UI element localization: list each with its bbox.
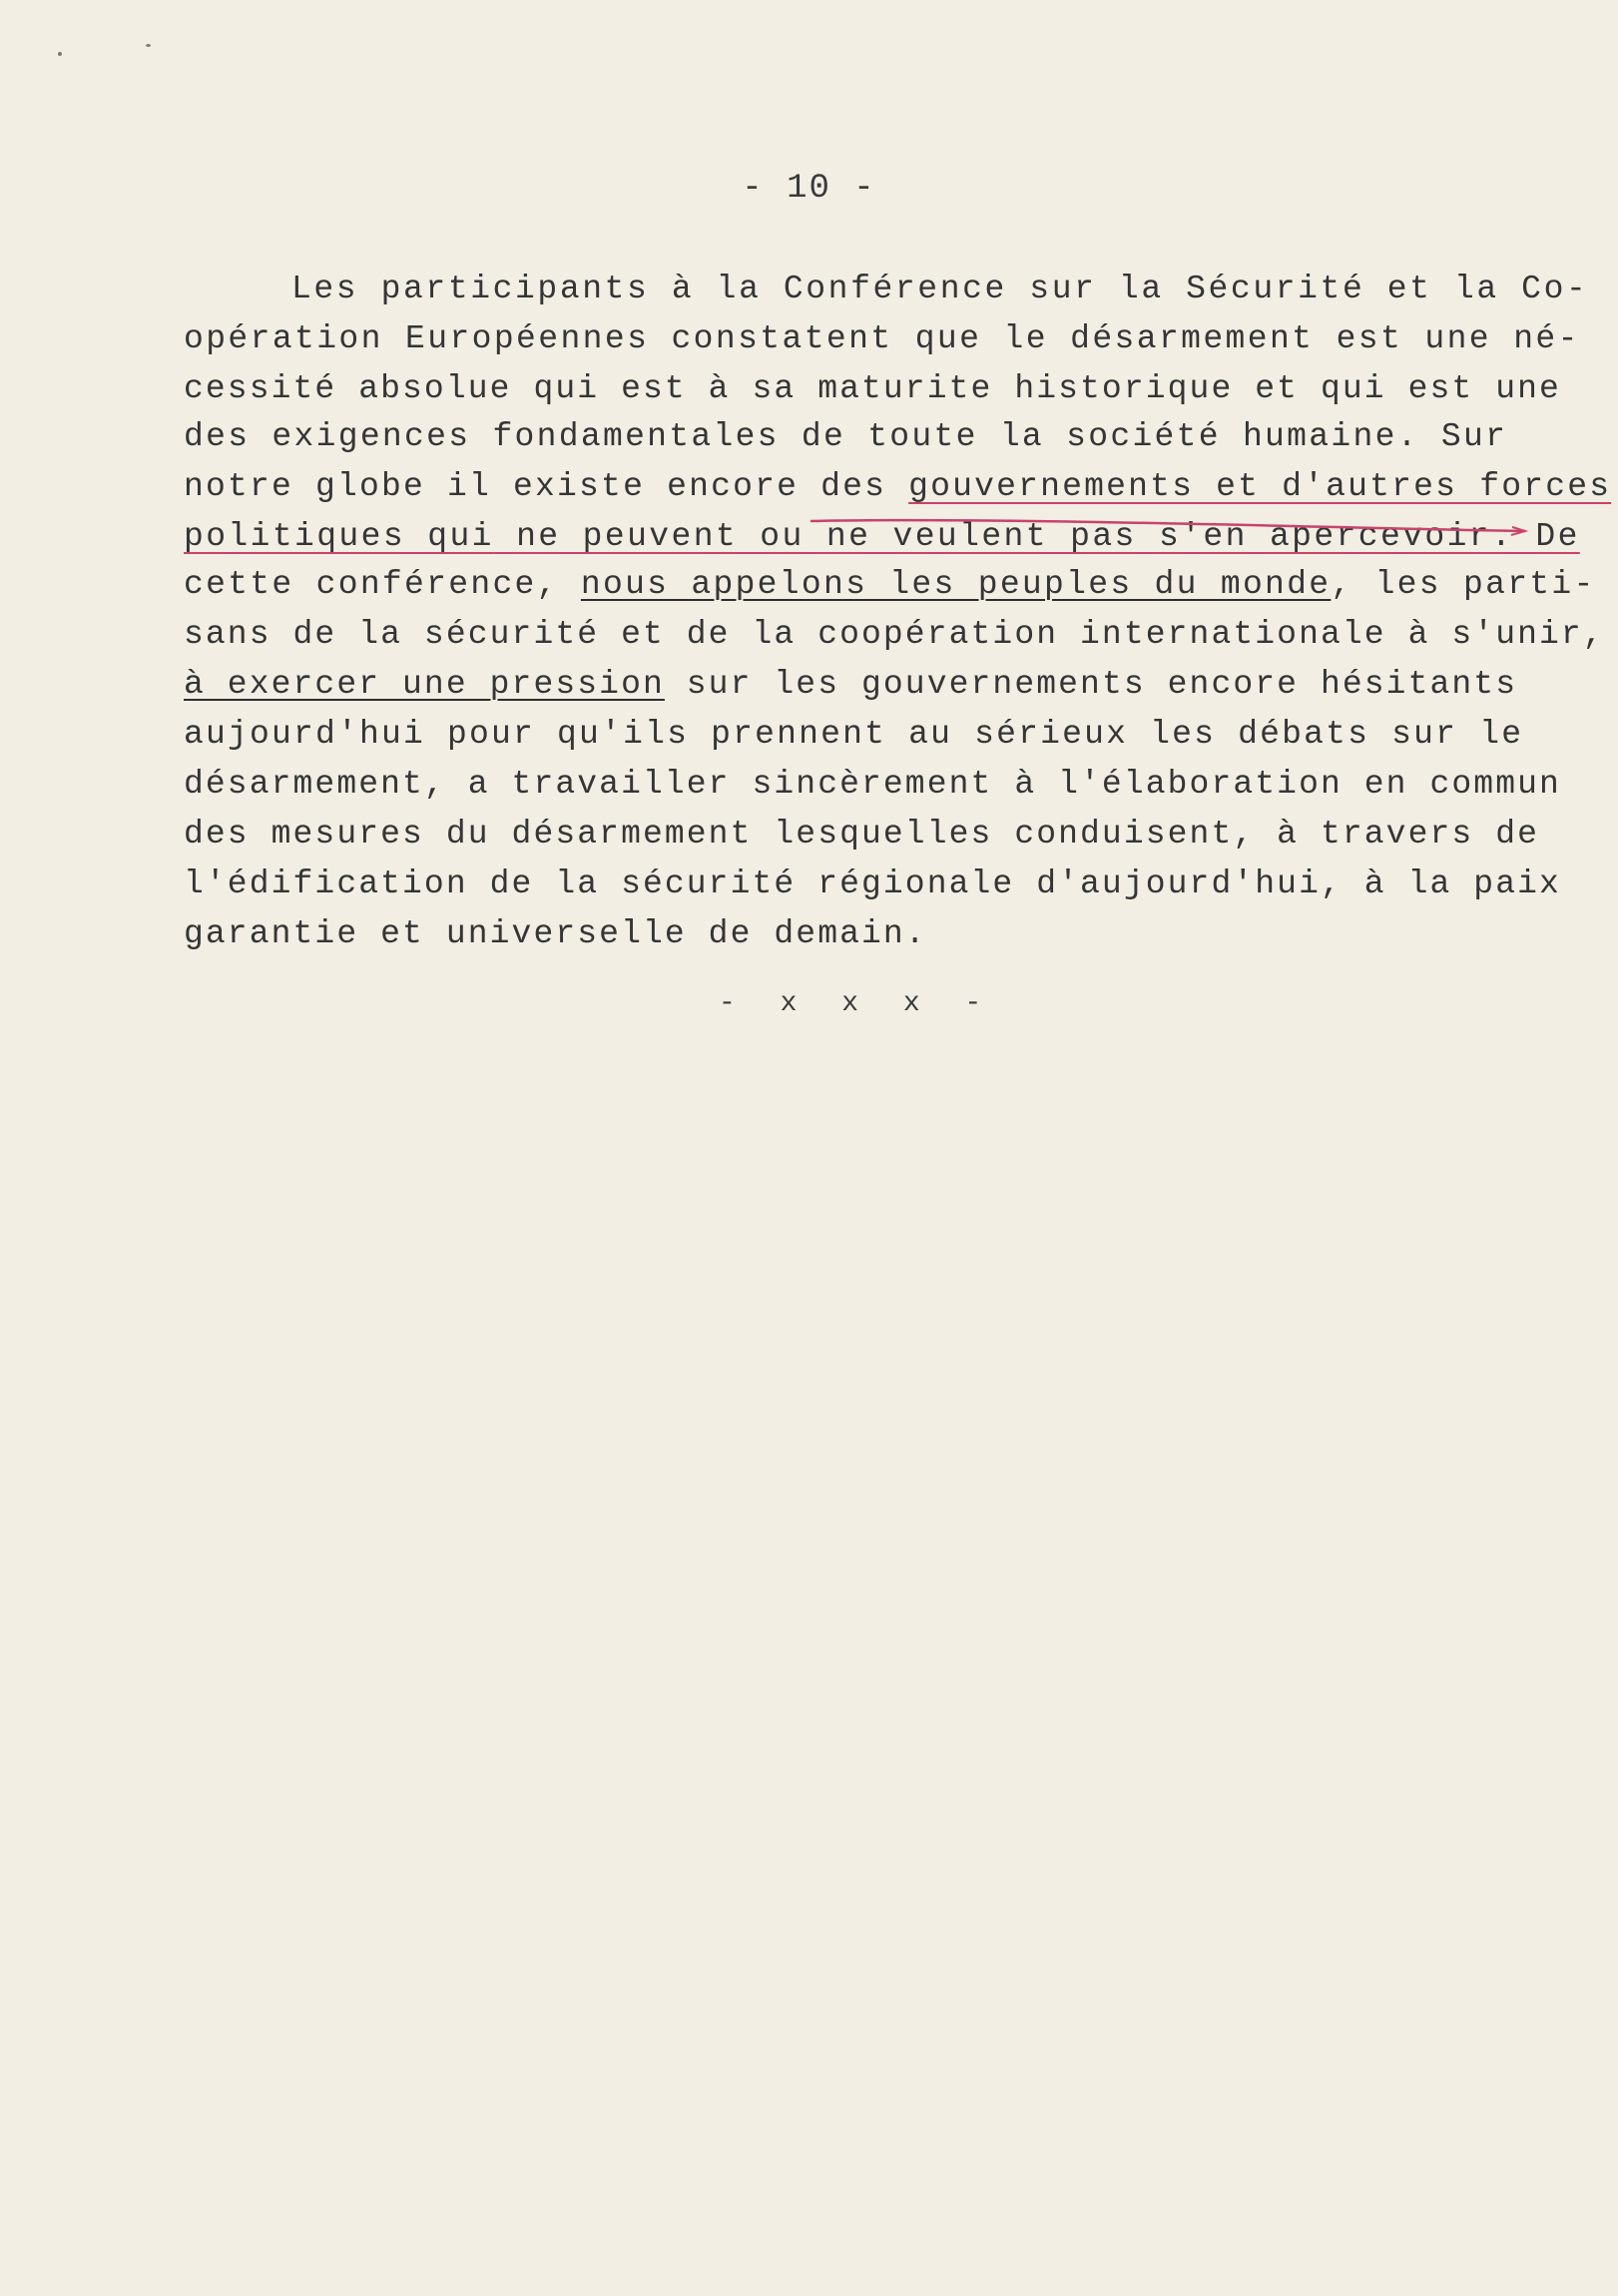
- text-line: cessité absolue qui est à sa maturite historique et qui est une: [184, 370, 1561, 407]
- red-underlined-phrase: politiques qui: [184, 518, 494, 555]
- text-line: [184, 565, 1596, 605]
- text-line: aujourd'hui pour qu'ils prennent au sérieux les débats sur le: [184, 716, 1524, 753]
- text-segment: cette conférence,: [184, 566, 581, 603]
- paper-speck: [58, 52, 62, 56]
- text-line: garantie et universelle de demain.: [184, 915, 927, 952]
- red-underlined-phrase: gouvernements et d'autres forces: [908, 468, 1612, 505]
- closing-mark: - x x x -: [719, 988, 996, 1019]
- underlined-phrase: nous appelons les peuples du monde: [580, 566, 1332, 603]
- text-line: l'édification de la sécurité régionale d'aujourd'hui, à la paix: [184, 865, 1561, 902]
- text-line: des mesures du désarmement lesquelles conduisent, à travers de: [184, 816, 1539, 853]
- text-line: [184, 517, 1580, 557]
- text-line: opération Européennes constatent que le désarmement est une né-: [184, 320, 1580, 357]
- red-underlined-phrase: ne peuvent ou ne veulent pas s'en apercevoir. De: [493, 518, 1580, 555]
- underlined-phrase: à exercer une pression: [184, 666, 665, 703]
- text-segment: sur les gouvernements encore hésitants: [664, 666, 1518, 703]
- text-line: désarmement, a travailler sincèrement à l'élaboration en commun: [184, 766, 1561, 803]
- text-segment: , les parti-: [1331, 566, 1596, 603]
- text-line: des exigences fondamentales de toute la société humaine. Sur: [184, 418, 1508, 455]
- text-line: [184, 467, 1611, 507]
- page-number: - 10 -: [742, 170, 876, 208]
- text-line: sans de la sécurité et de la coopération internationale à s'unir,: [184, 616, 1605, 653]
- text-line: Les participants à la Conférence sur la Sécurité et la Co-: [291, 271, 1589, 307]
- paper-speck: [146, 44, 151, 47]
- text-line: [184, 665, 1517, 705]
- text-segment: notre globe il existe encore des: [184, 468, 909, 505]
